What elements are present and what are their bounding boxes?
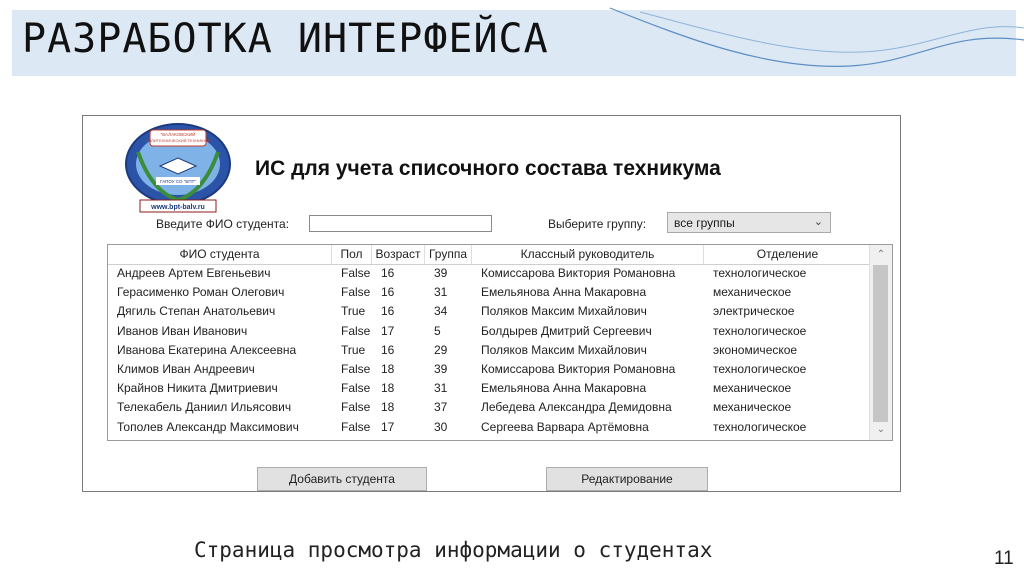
cell-department[interactable]: механическое [713, 400, 792, 415]
cell-department[interactable]: экономическое [713, 342, 798, 357]
table-row[interactable] [108, 398, 871, 417]
column-header-gender[interactable]: Пол [332, 245, 372, 264]
chevron-down-icon: ⌄ [813, 216, 823, 228]
table-header [108, 245, 871, 265]
cell-curator[interactable]: Поляков Максим Михайлович [481, 342, 647, 357]
cell-fio[interactable]: Иванова Екатерина Алексеевна [117, 342, 297, 357]
cell-gender[interactable]: False [341, 381, 371, 396]
cell-department[interactable]: технологическое [713, 266, 807, 280]
table-row[interactable] [108, 360, 871, 379]
table-row[interactable] [108, 418, 871, 437]
cell-department[interactable]: технологическое [713, 419, 807, 434]
cell-age[interactable]: 17 [381, 323, 395, 338]
cell-department[interactable]: механическое [713, 285, 792, 300]
page-number: 11 [994, 548, 1014, 569]
cell-curator[interactable]: Комиссарова Виктория Романовна [481, 266, 676, 280]
cell-curator[interactable]: Комиссарова Виктория Романовна [481, 361, 676, 376]
cell-gender[interactable]: False [341, 400, 371, 415]
group-select[interactable] [667, 212, 831, 233]
app-title: ИС для учета списочного состава техникума [255, 157, 721, 180]
cell-fio[interactable]: Климов Иван Андреевич [117, 361, 255, 376]
svg-text:www.bpt-balv.ru: www.bpt-balv.ru [151, 204, 205, 211]
table-row[interactable] [108, 341, 871, 360]
header-wave-decoration [600, 0, 1024, 90]
cell-curator[interactable]: Болдырев Дмитрий Сергеевич [481, 323, 652, 338]
cell-age[interactable]: 17 [381, 419, 395, 434]
group-select-value: все группы [674, 215, 735, 230]
svg-text:"БАЛАКОВСКИЙ: "БАЛАКОВСКИЙ [160, 132, 196, 137]
cell-group[interactable]: 39 [434, 361, 448, 376]
table-row[interactable] [108, 379, 871, 398]
column-header-fio[interactable]: ФИО студента [108, 245, 332, 264]
student-name-input[interactable] [309, 215, 492, 232]
table-row[interactable] [108, 302, 871, 321]
cell-fio[interactable]: Крайнов Никита Дмитриевич [117, 381, 278, 396]
cell-curator[interactable]: Сергеева Варвара Артёмовна [481, 419, 649, 434]
slide-title: РАЗРАБОТКА ИНТЕРФЕЙСА [22, 16, 549, 62]
table-row[interactable] [108, 283, 871, 302]
cell-curator[interactable]: Лебедева Александра Демидовна [481, 400, 672, 415]
cell-group[interactable]: 29 [434, 342, 448, 357]
cell-department[interactable]: технологическое [713, 323, 807, 338]
cell-group[interactable]: 31 [434, 285, 448, 300]
group-label: Выберите группу: [548, 217, 647, 231]
cell-fio[interactable]: Телекабель Даниил Ильясович [117, 400, 292, 415]
cell-curator[interactable]: Емельянова Анна Макаровна [481, 285, 647, 300]
slide-caption: Страница просмотра информации о студентах [194, 538, 713, 562]
cell-gender[interactable]: True [341, 342, 366, 357]
column-header-department[interactable]: Отделение [756, 247, 819, 261]
cell-fio[interactable]: Иванов Иван Иванович [117, 323, 248, 338]
scrollbar-thumb[interactable] [873, 265, 888, 422]
cell-fio[interactable]: Герасименко Роман Олегович [117, 285, 285, 300]
cell-group[interactable]: 34 [434, 304, 448, 319]
cell-gender[interactable]: True [341, 304, 366, 319]
edit-button[interactable]: Редактирование [546, 467, 708, 491]
scroll-up-icon[interactable]: ⌃ [876, 249, 886, 260]
cell-gender[interactable]: False [341, 285, 371, 300]
cell-group[interactable]: 39 [434, 266, 448, 280]
cell-fio[interactable]: Дягиль Степан Анатольевич [117, 304, 276, 319]
cell-gender[interactable]: False [341, 266, 371, 280]
cell-curator[interactable]: Поляков Максим Михайлович [481, 304, 647, 319]
college-logo [122, 122, 234, 214]
table-body [108, 264, 871, 437]
cell-age[interactable]: 18 [381, 400, 395, 415]
cell-department[interactable]: механическое [713, 381, 792, 396]
cell-group[interactable]: 37 [434, 400, 448, 415]
table-scrollbar[interactable] [869, 245, 892, 440]
add-student-button[interactable]: Добавить студента [257, 467, 427, 491]
table-row[interactable] [108, 264, 871, 283]
cell-curator[interactable]: Емельянова Анна Макаровна [481, 381, 647, 396]
table-row[interactable] [108, 322, 871, 341]
cell-department[interactable]: технологическое [713, 361, 807, 376]
cell-group[interactable]: 31 [434, 381, 448, 396]
cell-age[interactable]: 18 [381, 381, 395, 396]
students-table[interactable] [107, 244, 893, 441]
column-header-curator[interactable]: Классный руководитель [472, 245, 704, 264]
column-header-age[interactable]: Возраст [372, 245, 425, 264]
cell-fio[interactable]: Тополев Александр Максимович [117, 419, 299, 434]
cell-age[interactable]: 16 [381, 342, 395, 357]
cell-department[interactable]: электрическое [713, 304, 795, 319]
cell-age[interactable]: 16 [381, 266, 395, 280]
cell-age[interactable]: 16 [381, 285, 395, 300]
student-name-label: Введите ФИО студента: [156, 217, 290, 231]
scroll-down-icon[interactable]: ⌄ [876, 424, 886, 435]
svg-text:ГАПОУ СО "БПТ": ГАПОУ СО "БПТ" [160, 179, 196, 184]
cell-gender[interactable]: False [341, 323, 371, 338]
cell-age[interactable]: 18 [381, 361, 395, 376]
cell-group[interactable]: 30 [434, 419, 448, 434]
cell-fio[interactable]: Андреев Артем Евгеньевич [117, 266, 271, 280]
svg-text:ПОЛИТЕХНИЧЕСКИЙ ТЕХНИКУМ": ПОЛИТЕХНИЧЕСКИЙ ТЕХНИКУМ" [145, 138, 211, 143]
cell-gender[interactable]: False [341, 361, 371, 376]
column-header-group[interactable]: Группа [425, 245, 472, 264]
cell-gender[interactable]: False [341, 419, 371, 434]
cell-age[interactable]: 16 [381, 304, 395, 319]
cell-group[interactable]: 5 [434, 323, 441, 338]
